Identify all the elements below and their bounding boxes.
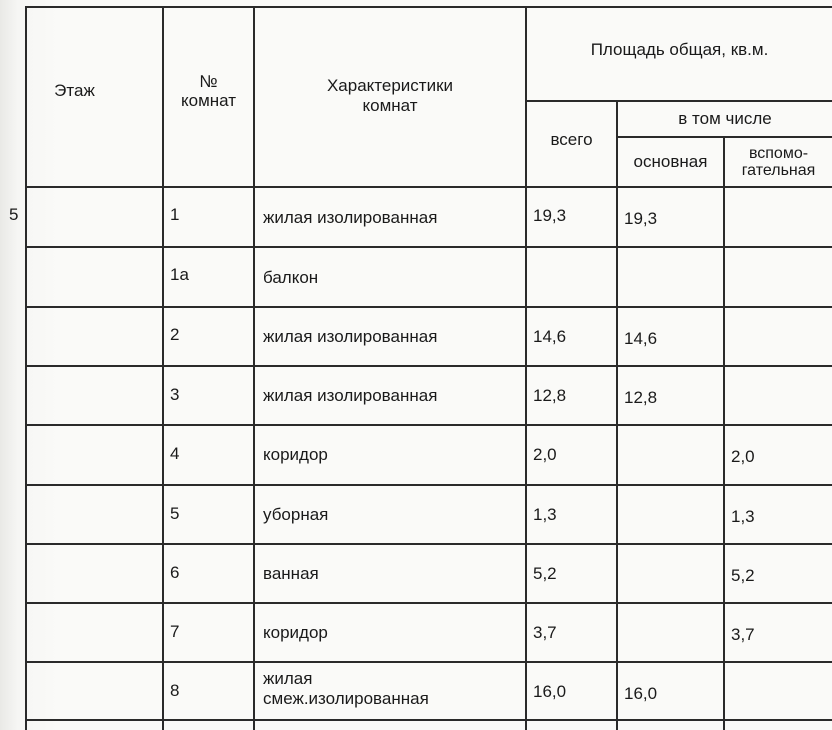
header-total-area: [526, 7, 832, 101]
table-row: [26, 366, 832, 425]
total-value: 2,0: [533, 445, 557, 464]
header-main-label: основная: [633, 152, 708, 171]
header-characteristics-line2: комнат: [362, 96, 418, 115]
cell-desc: [254, 603, 526, 662]
header-including-label: в том числе: [678, 109, 772, 128]
cell-floor: [26, 425, 163, 485]
total-value: 16,0: [533, 682, 567, 701]
aux-value: 5,2: [731, 566, 755, 585]
cell-desc: [254, 187, 526, 247]
room-value: 4: [170, 444, 180, 463]
room-value: 7: [170, 622, 180, 641]
cell-room: [163, 720, 254, 730]
desc-value: коридор: [263, 623, 328, 642]
cell-total: [526, 307, 617, 366]
table-row: [26, 187, 832, 247]
cell-floor: [26, 603, 163, 662]
cell-room: [163, 485, 254, 544]
cell-aux: [724, 544, 832, 603]
cell-room: [163, 425, 254, 485]
cell-main: [617, 544, 724, 603]
header-all: [526, 101, 617, 187]
room-value: 3: [170, 385, 180, 404]
total-value: 12,8: [533, 386, 567, 405]
cell-desc: [254, 544, 526, 603]
cell-main: [617, 307, 724, 366]
cell-main: [617, 247, 724, 307]
header-including: [617, 101, 832, 137]
room-value: 8: [170, 681, 180, 700]
cell-floor: [26, 720, 163, 730]
floor-value: 5: [9, 205, 19, 224]
header-room-number-line2: комнат: [180, 91, 237, 110]
desc-value: жилая изолированная: [263, 386, 438, 405]
cell-desc: [254, 366, 526, 425]
cell-room: [163, 662, 254, 720]
header-floor-label: Этаж: [54, 81, 95, 100]
header-room-number: [163, 7, 254, 187]
room-area-table: [9, 6, 832, 730]
cell-aux: [724, 307, 832, 366]
cell-total: [526, 603, 617, 662]
header-all-label: всего: [550, 130, 593, 149]
main-value: 16,0: [624, 684, 658, 703]
table-row: [26, 485, 832, 544]
cell-total: [526, 485, 617, 544]
cell-total: [526, 720, 617, 730]
cell-desc: [254, 307, 526, 366]
desc-value: жилая изолированная: [263, 208, 438, 227]
table-row: [26, 603, 832, 662]
desc-value: жилая изолированная: [263, 327, 438, 346]
aux-value: 2,0: [731, 447, 755, 466]
room-value: 2: [170, 325, 180, 344]
cell-total: [526, 247, 617, 307]
desc-value: ванная: [263, 564, 319, 583]
cell-room: [163, 544, 254, 603]
cell-floor: [26, 662, 163, 720]
cell-floor: [9, 187, 163, 247]
header-main: [617, 137, 724, 187]
cell-total: [526, 187, 617, 247]
cell-desc: [254, 485, 526, 544]
header-characteristics: [254, 7, 526, 187]
cell-floor: [26, 366, 163, 425]
desc-value: коридор: [263, 445, 328, 464]
header-aux: [724, 137, 832, 187]
total-value: 5,2: [533, 564, 557, 583]
cell-main: [617, 425, 724, 485]
cell-total: [526, 366, 617, 425]
cell-total: [526, 425, 617, 485]
cell-main: [617, 187, 724, 247]
total-value: 19,3: [533, 206, 567, 225]
cell-main: [617, 485, 724, 544]
cell-floor: [26, 485, 163, 544]
cell-room: [163, 187, 254, 247]
cell-aux: [724, 485, 832, 544]
cell-floor: [26, 247, 163, 307]
main-value: 14,6: [624, 329, 658, 348]
cell-main: [617, 603, 724, 662]
aux-value: 1,3: [731, 507, 755, 526]
cell-aux: [724, 366, 832, 425]
cell-room: [163, 366, 254, 425]
table-row: [26, 247, 832, 307]
cell-floor: [26, 544, 163, 603]
header-total-area-label: Площадь общая, кв.м.: [590, 40, 769, 59]
cell-aux: [724, 425, 832, 485]
cell-main: [617, 720, 724, 730]
cell-desc: [254, 425, 526, 485]
aux-value: 3,7: [731, 625, 755, 644]
cell-aux: [724, 603, 832, 662]
table-row: [26, 544, 832, 603]
cell-main: [617, 662, 724, 720]
main-value: 19,3: [624, 209, 658, 228]
header-characteristics-line1: Характеристики: [326, 76, 454, 95]
header-aux-line2: гательная: [741, 162, 816, 179]
aux-value: [731, 188, 832, 209]
total-value: 14,6: [533, 327, 567, 346]
room-value: 1а: [170, 265, 189, 284]
desc-value: уборная: [263, 505, 329, 524]
cell-aux: [724, 662, 832, 720]
header-aux-line1: вспомо-: [748, 145, 809, 162]
cell-aux: [724, 187, 832, 247]
total-value: 1,3: [533, 505, 557, 524]
cell-desc: [254, 247, 526, 307]
cell-main: [617, 366, 724, 425]
cell-desc: [254, 662, 526, 720]
room-value: 6: [170, 563, 180, 582]
desc-value-line1: жилая: [263, 669, 313, 688]
cell-total: [526, 544, 617, 603]
cell-room: [163, 247, 254, 307]
desc-value-line2: смеж.изолированная: [263, 689, 429, 708]
table-row: [26, 425, 832, 485]
cell-total: [526, 662, 617, 720]
cell-aux: [724, 247, 832, 307]
header-room-number-line1: №: [199, 72, 218, 91]
room-value: 5: [170, 504, 180, 523]
main-value: 12,8: [624, 388, 658, 407]
table-row: [26, 662, 832, 720]
table-row-cut: [26, 720, 832, 730]
cell-desc: [254, 720, 526, 730]
cell-room: [163, 307, 254, 366]
header-floor: [26, 7, 163, 187]
table-header-row: [26, 7, 832, 101]
cell-floor: [26, 307, 163, 366]
cell-aux: [724, 720, 832, 730]
room-value: 1: [170, 205, 180, 224]
cell-room: [163, 603, 254, 662]
desc-value: балкон: [263, 268, 319, 287]
table-row: [26, 307, 832, 366]
total-value: 3,7: [533, 623, 557, 642]
